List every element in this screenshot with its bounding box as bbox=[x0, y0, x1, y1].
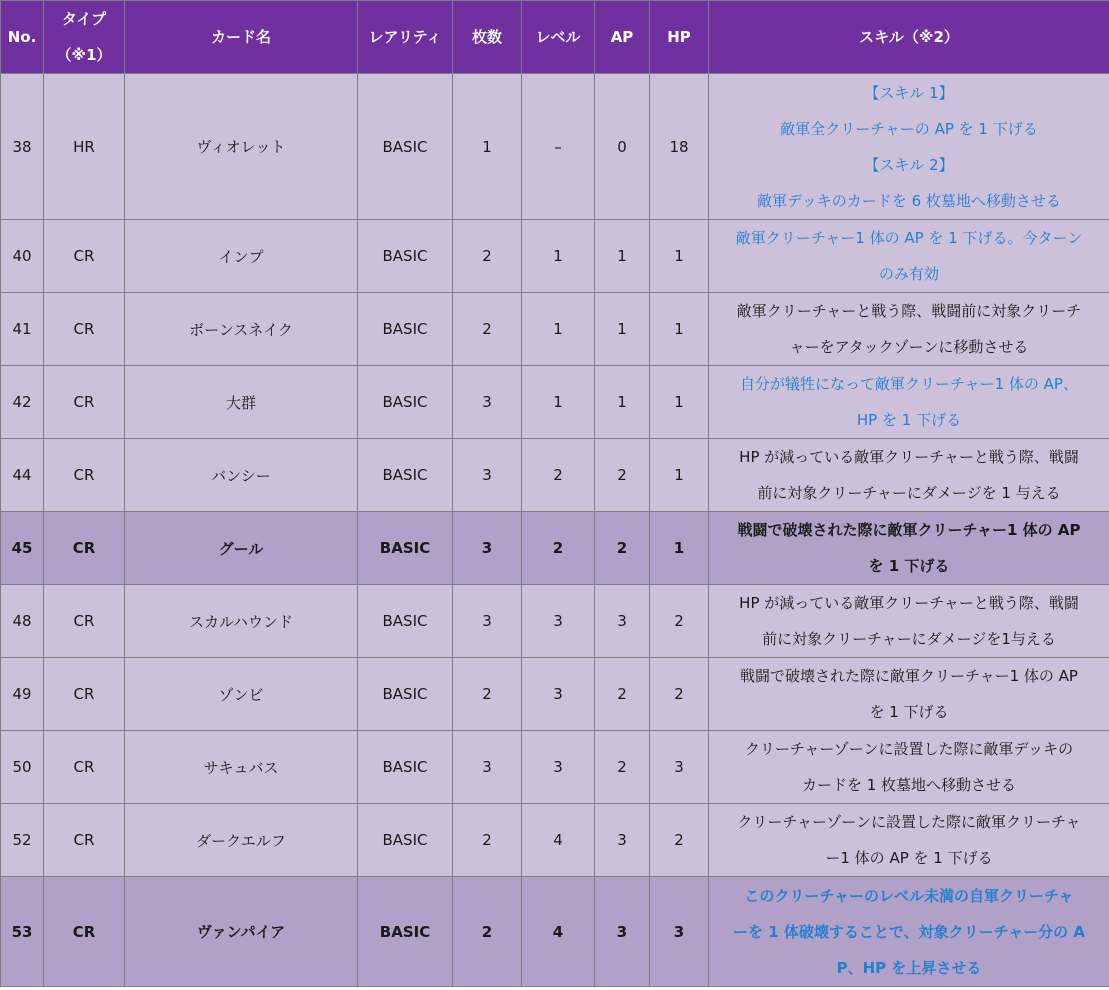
header-rarity: レアリティ bbox=[358, 1, 453, 74]
table-row bbox=[1, 877, 1109, 987]
skill-line: のみ有効 bbox=[878, 265, 939, 283]
cell-ap: 2 bbox=[595, 731, 650, 804]
cell-count: 2 bbox=[453, 220, 522, 293]
skill-line: 敵軍クリーチャー1 体の AP を 1 下げる。今ターン bbox=[735, 229, 1083, 247]
header-type-line1: タイプ bbox=[61, 10, 107, 28]
cell-type: CR bbox=[44, 439, 125, 512]
cell-type: CR bbox=[44, 877, 125, 987]
cell-level: 3 bbox=[522, 731, 595, 804]
skill-line: HP が減っている敵軍クリーチャーと戦う際、戦闘 bbox=[739, 448, 1079, 466]
cell-name: ヴィオレット bbox=[125, 74, 358, 220]
cell-rarity: BASIC bbox=[358, 439, 453, 512]
table-row bbox=[1, 658, 1109, 731]
cell-count: 1 bbox=[453, 74, 522, 220]
cell-rarity: BASIC bbox=[358, 74, 453, 220]
cell-type: CR bbox=[44, 366, 125, 439]
table-row bbox=[1, 804, 1109, 877]
skill-line: 敵軍クリーチャーと戦う際、戦闘前に対象クリーチ bbox=[736, 302, 1082, 320]
cell-rarity: BASIC bbox=[358, 585, 453, 658]
cell-hp: 18 bbox=[650, 74, 709, 220]
cell-level: 2 bbox=[522, 439, 595, 512]
skill-line: 【スキル 2】 bbox=[864, 155, 954, 174]
cell-skill bbox=[709, 731, 1109, 804]
header-no: No. bbox=[1, 1, 44, 74]
table-body bbox=[1, 74, 1109, 987]
table-row bbox=[1, 220, 1109, 293]
cell-hp: 3 bbox=[650, 877, 709, 987]
cell-type: CR bbox=[44, 220, 125, 293]
header-type-line2: （※1） bbox=[56, 46, 112, 64]
cell-level: 1 bbox=[522, 293, 595, 366]
cell-level: 1 bbox=[522, 366, 595, 439]
cell-no: 49 bbox=[1, 658, 44, 731]
cell-name: スカルハウンド bbox=[125, 585, 358, 658]
table-row bbox=[1, 74, 1109, 220]
cell-ap: 3 bbox=[595, 585, 650, 658]
header-row bbox=[1, 1, 1109, 74]
cell-no: 48 bbox=[1, 585, 44, 658]
header-name: カード名 bbox=[125, 1, 358, 74]
cell-ap: 2 bbox=[595, 658, 650, 731]
cell-count: 2 bbox=[453, 877, 522, 987]
cell-name: 大群 bbox=[125, 366, 358, 439]
cell-skill bbox=[709, 366, 1109, 439]
cell-level: – bbox=[522, 74, 595, 220]
cell-level: 4 bbox=[522, 804, 595, 877]
skill-line: カードを 1 枚墓地へ移動させる bbox=[801, 776, 1017, 794]
skill-line: クリーチャーゾーンに設置した際に敵軍クリーチャ bbox=[737, 813, 1081, 831]
skill-line: クリーチャーゾーンに設置した際に敵軍デッキの bbox=[744, 740, 1074, 758]
skill-line: 敵軍全クリーチャーの AP を 1 下げる bbox=[780, 119, 1038, 138]
cell-skill bbox=[709, 293, 1109, 366]
cell-no: 45 bbox=[1, 512, 44, 585]
table-row bbox=[1, 293, 1109, 366]
cell-skill bbox=[709, 585, 1109, 658]
cell-ap: 0 bbox=[595, 74, 650, 220]
cell-count: 3 bbox=[453, 731, 522, 804]
cell-no: 40 bbox=[1, 220, 44, 293]
skill-line: 戦闘で破壊された際に敵軍クリーチャー1 体の AP bbox=[740, 667, 1078, 685]
cell-type: CR bbox=[44, 731, 125, 804]
header-hp: HP bbox=[650, 1, 709, 74]
cell-count: 2 bbox=[453, 804, 522, 877]
cell-count: 3 bbox=[453, 366, 522, 439]
cell-level: 2 bbox=[522, 512, 595, 585]
cell-hp: 2 bbox=[650, 658, 709, 731]
cell-count: 3 bbox=[453, 439, 522, 512]
skill-line: HP を 1 下げる bbox=[856, 411, 962, 429]
cell-type: CR bbox=[44, 585, 125, 658]
cell-type: HR bbox=[44, 74, 125, 220]
cell-count: 3 bbox=[453, 512, 522, 585]
cell-name: ゾンビ bbox=[125, 658, 358, 731]
skill-line: HP が減っている敵軍クリーチャーと戦う際、戦闘 bbox=[739, 594, 1079, 612]
skill-line: 戦闘で破壊された際に敵軍クリーチャー1 体の AP bbox=[737, 521, 1081, 539]
cell-hp: 2 bbox=[650, 804, 709, 877]
cell-name: ボーンスネイク bbox=[125, 293, 358, 366]
cell-skill bbox=[709, 512, 1109, 585]
cell-skill bbox=[709, 877, 1109, 987]
cell-ap: 3 bbox=[595, 804, 650, 877]
skill-line: 【スキル 1】 bbox=[864, 83, 954, 102]
skill-line: 前に対象クリーチャーにダメージを 1 与える bbox=[757, 484, 1061, 502]
skill-line: ーを 1 体破壊することで、対象クリーチャー分の A bbox=[733, 922, 1085, 941]
skill-line: P、HP を上昇させる bbox=[836, 958, 982, 977]
cell-rarity: BASIC bbox=[358, 220, 453, 293]
cell-skill bbox=[709, 220, 1109, 293]
cell-hp: 1 bbox=[650, 220, 709, 293]
cell-no: 41 bbox=[1, 293, 44, 366]
cell-no: 38 bbox=[1, 74, 44, 220]
skill-line: 敵軍デッキのカードを 6 枚墓地へ移動させる bbox=[757, 191, 1061, 210]
table-row bbox=[1, 439, 1109, 512]
table-row bbox=[1, 731, 1109, 804]
header-type bbox=[44, 1, 125, 74]
cell-hp: 1 bbox=[650, 366, 709, 439]
cell-rarity: BASIC bbox=[358, 731, 453, 804]
header-level: レベル bbox=[522, 1, 595, 74]
cell-no: 53 bbox=[1, 877, 44, 987]
table-row bbox=[1, 512, 1109, 585]
cell-type: CR bbox=[44, 658, 125, 731]
cell-level: 3 bbox=[522, 585, 595, 658]
table-row bbox=[1, 585, 1109, 658]
cell-name: インプ bbox=[125, 220, 358, 293]
cell-hp: 1 bbox=[650, 293, 709, 366]
cell-rarity: BASIC bbox=[358, 366, 453, 439]
cell-no: 52 bbox=[1, 804, 44, 877]
cell-level: 3 bbox=[522, 658, 595, 731]
cell-ap: 3 bbox=[595, 877, 650, 987]
skill-line: 前に対象クリーチャーにダメージを1与える bbox=[762, 630, 1056, 648]
cell-hp: 1 bbox=[650, 439, 709, 512]
header-skill: スキル（※2） bbox=[709, 1, 1109, 74]
cell-ap: 2 bbox=[595, 512, 650, 585]
skill-line: このクリーチャーのレベル未満の自軍クリーチャ bbox=[744, 886, 1074, 905]
cell-type: CR bbox=[44, 512, 125, 585]
cell-ap: 1 bbox=[595, 293, 650, 366]
cell-name: バンシー bbox=[125, 439, 358, 512]
skill-line: ャーをアタックゾーンに移動させる bbox=[789, 338, 1029, 356]
cell-count: 2 bbox=[453, 658, 522, 731]
cell-skill bbox=[709, 804, 1109, 877]
cell-count: 3 bbox=[453, 585, 522, 658]
cell-rarity: BASIC bbox=[358, 293, 453, 366]
cell-skill bbox=[709, 658, 1109, 731]
cell-skill bbox=[709, 439, 1109, 512]
skill-line: ー1 体の AP を 1 下げる bbox=[825, 849, 993, 867]
cell-type: CR bbox=[44, 293, 125, 366]
cell-name: ダークエルフ bbox=[125, 804, 358, 877]
cell-no: 44 bbox=[1, 439, 44, 512]
cell-ap: 1 bbox=[595, 220, 650, 293]
cell-count: 2 bbox=[453, 293, 522, 366]
cell-skill bbox=[709, 74, 1109, 220]
cell-level: 4 bbox=[522, 877, 595, 987]
cell-ap: 1 bbox=[595, 366, 650, 439]
cell-no: 50 bbox=[1, 731, 44, 804]
cell-name: ヴァンパイア bbox=[125, 877, 358, 987]
header-count: 枚数 bbox=[453, 1, 522, 74]
cell-rarity: BASIC bbox=[358, 877, 453, 987]
skill-line: を 1 下げる bbox=[869, 703, 949, 721]
cell-type: CR bbox=[44, 804, 125, 877]
cell-hp: 1 bbox=[650, 512, 709, 585]
cell-ap: 2 bbox=[595, 439, 650, 512]
header-ap: AP bbox=[595, 1, 650, 74]
cell-level: 1 bbox=[522, 220, 595, 293]
cell-hp: 2 bbox=[650, 585, 709, 658]
cell-rarity: BASIC bbox=[358, 804, 453, 877]
cell-name: グール bbox=[125, 512, 358, 585]
skill-line: 自分が犠牲になって敵軍クリーチャー1 体の AP、 bbox=[740, 375, 1078, 393]
cell-name: サキュバス bbox=[125, 731, 358, 804]
cell-hp: 3 bbox=[650, 731, 709, 804]
table-row bbox=[1, 366, 1109, 439]
cell-no: 42 bbox=[1, 366, 44, 439]
skill-line: を 1 下げる bbox=[868, 557, 950, 575]
cell-rarity: BASIC bbox=[358, 658, 453, 731]
cell-rarity: BASIC bbox=[358, 512, 453, 585]
